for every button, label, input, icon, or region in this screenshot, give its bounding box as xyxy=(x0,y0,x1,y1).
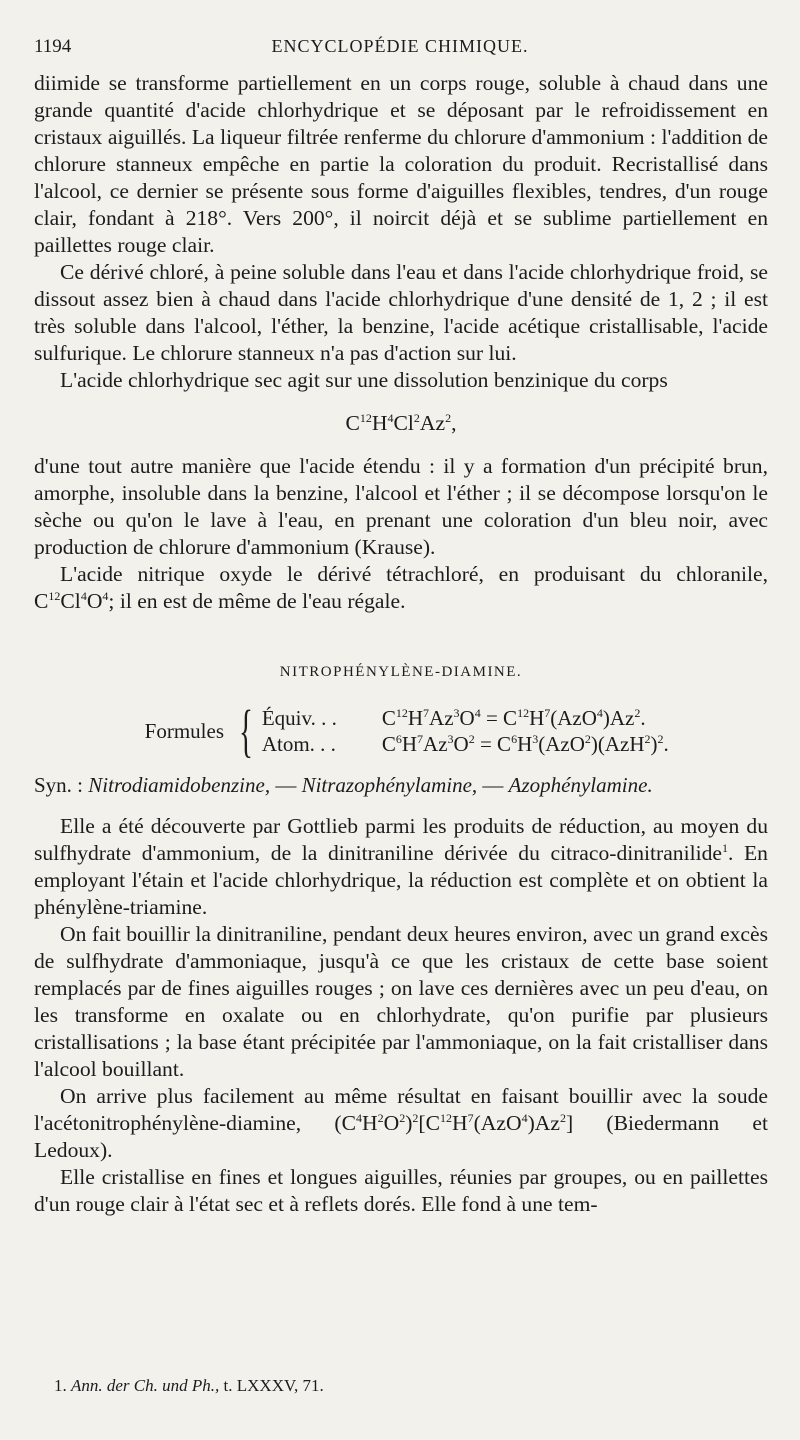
paragraph-text: L'acide nitrique oxyde le dérivé tétrachloré, en produisant du chloranile, xyxy=(60,562,768,586)
synonym: Nitrodiamidobenzine, xyxy=(88,773,271,797)
paragraph: L'acide chlorhydrique sec agit sur une dissolution benzinique du corps xyxy=(60,368,668,392)
page-header xyxy=(34,36,766,66)
separator: — xyxy=(275,773,297,797)
synonyms-prefix: Syn. : xyxy=(34,773,84,797)
footnote-marker: 1 xyxy=(721,840,728,855)
paragraph-text: ; il en est de même de l'eau régale. xyxy=(108,589,406,613)
synonyms-line xyxy=(34,772,768,799)
footnote-number: 1. xyxy=(54,1376,67,1395)
footnote xyxy=(54,1376,324,1396)
atom-label: Atom. . . xyxy=(261,732,336,756)
paragraph: diimide se transforme partiellement en un corps rouge, soluble à chaud dans une grande quantité d'acide chlorhydrique et se déposant par le refroidissement en cristaux aiguillés. La liqueur filtrée renferme du chlorure d'ammonium : l'addition de chlorure stanneux empêche en partie la coloration du produit. Recristallisé dans l'alcool, ce dernier se présente sous forme d'aiguilles flexibles, tendres, d'un rouge clair, fondant à 218°. Vers 200°, il noircit déjà et se sublime partiellement en paillettes rouge clair. xyxy=(34,71,768,257)
paragraph-text: . En employant l'étain et l'acide chlorhydrique, la réduction est complète et on obtient la phénylène-triamine. xyxy=(34,841,768,919)
body-text xyxy=(34,70,768,1218)
paragraph: Ce dérivé chloré, à peine soluble dans l'eau et dans l'acide chlorhydrique froid, se dissout assez bien à chaud dans l'acide chlorhydrique d'une densité de 1, 2 ; il est très soluble dans l'alcool, l'éther, la benzine, l'acide acétique cristallisable, l'acide sulfurique. Le chlorure stanneux n'a pas d'action sur lui. xyxy=(34,260,768,365)
paragraph xyxy=(34,813,768,921)
paragraph: On fait bouillir la dinitraniline, pendant deux heures environ, avec un grand excès de sulfhydrate d'ammoniaque, jusqu'à ce que les cristaux de cette base soient remplacés par de fines aiguilles rouges ; on lave ces dernières avec un peu d'eau, on les transforme en oxalate ou en chlorhydrate, qu'on purifie par plusieurs cristallisations ; la base étant précipitée par l'ammoniaque, on la fait cristalliser dans l'alcool bouillant. xyxy=(34,922,768,1081)
footnote-ref: t. LXXXV, 71. xyxy=(223,1376,324,1395)
formula-acetonitro: $(C^4H^2O^2)^2[C^{12}H^7(AzO^4)Az^2]$ xyxy=(334,1110,574,1135)
formulas-label: Formules xyxy=(144,718,224,743)
brace-icon: { xyxy=(238,698,253,763)
paragraph: Elle cristallise en fines et longues aiguilles, réunies par groupes, ou en paillettes d'un rouge clair à l'état sec et à reflets dorés. Elle fond à une tem- xyxy=(34,1165,768,1216)
paragraph-text: (Biedermann et Ledoux). xyxy=(34,1111,768,1162)
paragraph xyxy=(34,561,768,615)
equiv-label: Équiv. . . xyxy=(261,706,337,730)
section-title: NITROPHÉNYLÈNE-DIAMINE. xyxy=(279,664,523,680)
running-title: ENCYCLOPÉDIE CHIMIQUE. xyxy=(271,36,529,56)
formulas-rows xyxy=(262,705,669,757)
formulas-block xyxy=(34,698,768,763)
formula-row-equiv xyxy=(262,705,669,731)
atom-formula: $C^6H^7Az^3O^2 = C^6H^3(AzO^2)(AzH^2)^2$. xyxy=(381,732,669,756)
formula-tetrachloro: $C^{12}H^4Cl^2Az^2$, xyxy=(345,410,457,435)
equiv-formula: $C^{12}H^7Az^3O^4 = C^{12}H^7(AzO^4)Az^2$. xyxy=(381,706,646,730)
paragraph-text: Elle a été découverte par Gottlieb parmi les produits de réduction, au moyen du sulfhydrate d'ammonium, de la dinitraniline dérivée du citraco-dinitranilide xyxy=(34,814,768,865)
footnote-source: Ann. der Ch. und Ph., xyxy=(71,1376,220,1395)
synonym: Nitrazophénylamine, xyxy=(301,773,478,797)
paragraph: d'une tout autre manière que l'acide étendu : il y a formation d'un précipité brun, amorphe, insoluble dans la benzine, l'alcool et l'éther ; il se décompose lorsqu'on le sèche ou qu'on le lave à l'eau, en prenant une coloration d'un bleu noir, avec production de chlorure d'ammonium (Krause). xyxy=(34,454,768,559)
formula-chloranile: $C^{12}Cl^4O^4$ xyxy=(34,588,109,613)
paragraph-text: On arrive plus facilement au même résultat en faisant bouillir avec la soude l'acétonitrophénylène-diamine, xyxy=(34,1084,768,1135)
separator: — xyxy=(482,773,504,797)
synonym: Azophénylamine. xyxy=(508,773,653,797)
formula-row-atom xyxy=(262,731,669,757)
paragraph xyxy=(34,1083,768,1164)
page-number: 1194 xyxy=(34,36,72,57)
